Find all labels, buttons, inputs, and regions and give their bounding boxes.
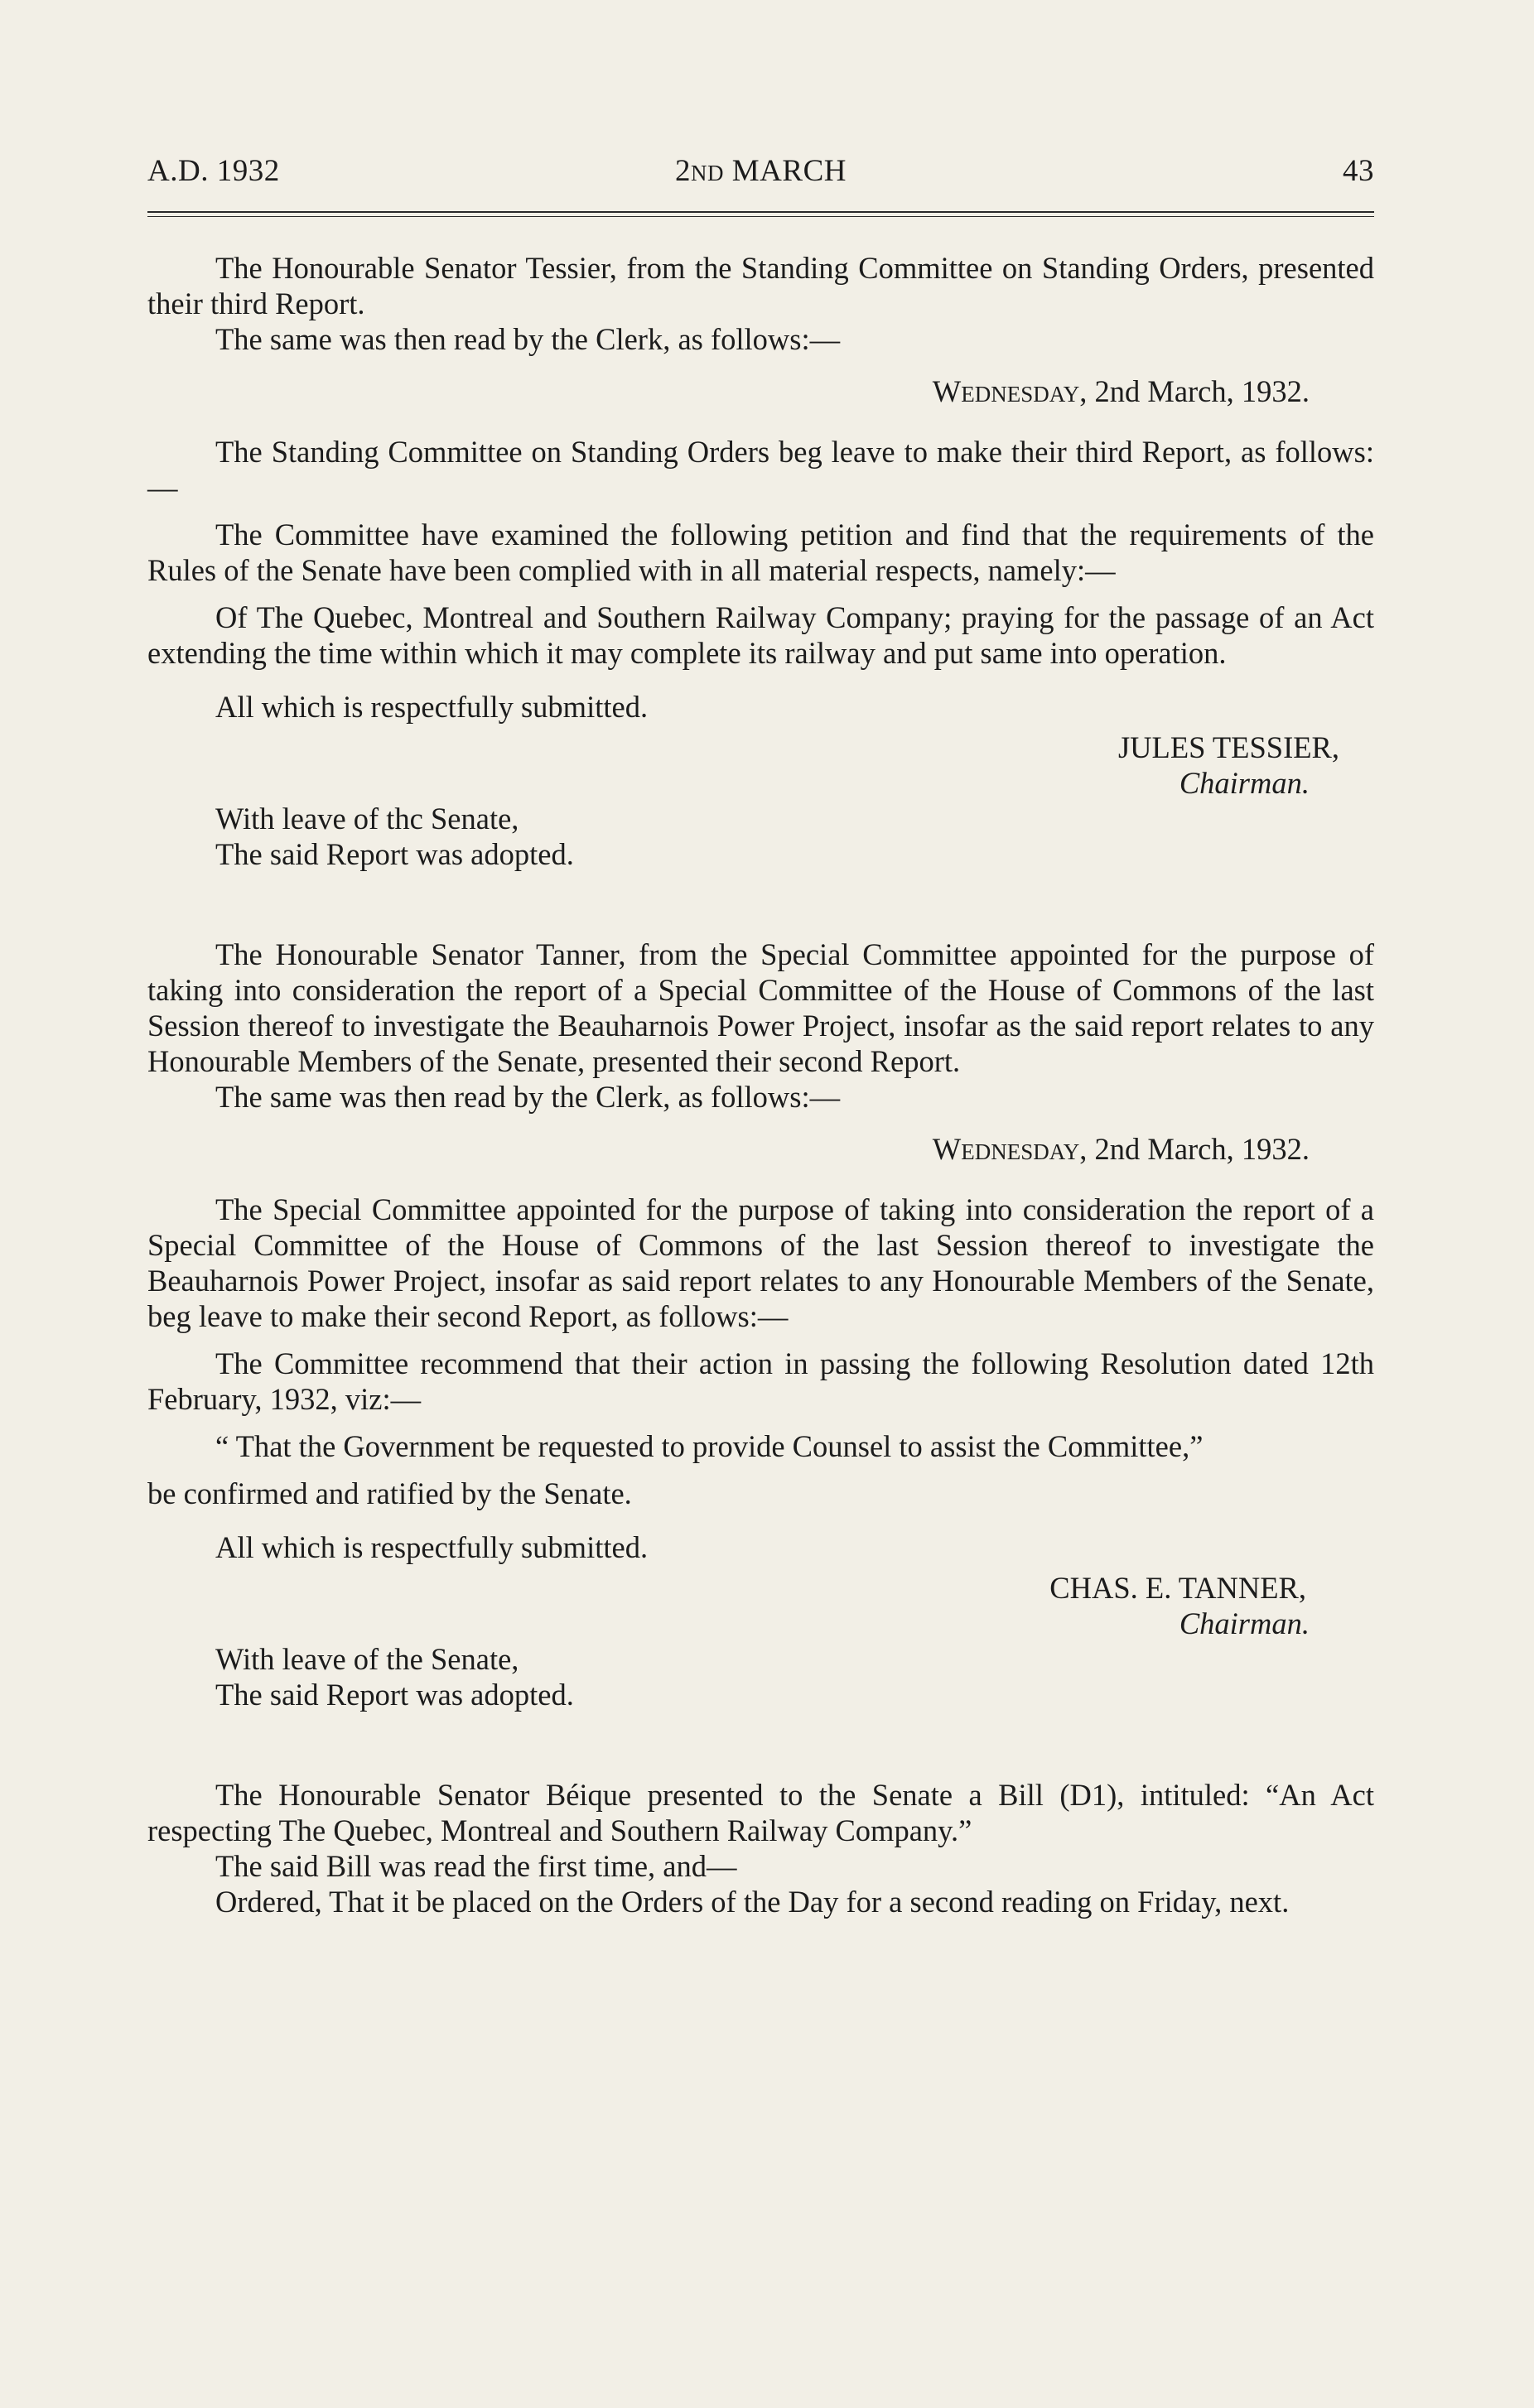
tanner-submitted: All which is respectfully submitted. <box>215 1530 649 1564</box>
beique-intro: The Honourable Senator Béique presented to the Senate a Bill (D1), intituled: “An Act respecting The Quebec, Montreal and Southern Railway Company.” <box>147 1778 1374 1847</box>
page-number: 43 <box>1343 154 1374 188</box>
tessier-para-1: The Standing Committee on Standing Orders beg leave to make their third Report, as follows:— <box>147 435 1374 504</box>
beique-first-reading: The said Bill was read the first time, and— <box>215 1849 737 1883</box>
tessier-leave: With leave of thc Senate, <box>215 802 519 836</box>
tessier-intro: The Honourable Senator Tessier, from the Standing Committee on Standing Orders, presented their third Report. <box>147 251 1374 320</box>
journal-page <box>147 145 1374 1919</box>
tanner-adopted: The said Report was adopted. <box>215 1678 574 1712</box>
header-date-suffix: ND <box>691 161 725 185</box>
tessier-para-2: The Committee have examined the following petition and find that the requirements of the Rules of the Senate have been complied with in all material respects, namely:— <box>147 518 1374 587</box>
date-day: EDNESDAY <box>961 382 1080 407</box>
tanner-para-2: The Committee recommend that their action in passing the following Resolution dated 12th February, 1932, viz:— <box>147 1346 1374 1416</box>
header-rule <box>147 211 1374 217</box>
tanner-para-1: The Special Committee appointed for the purpose of taking into consideration the report of a Special Committee of the House of Commons of the last Session thereof to investigate the Beauharnois Power Project, insofar as said report relates to any Honourable Members of the Senate, beg leave to make their second Report, as follows:— <box>147 1192 1374 1333</box>
page-header <box>147 145 1374 195</box>
date-rest: , 2nd March, 1932. <box>1079 374 1310 408</box>
tanner-signer-name: CHAS. E. TANNER, <box>1049 1571 1306 1605</box>
tanner-report-date <box>147 1131 1374 1170</box>
page-body <box>147 250 1374 1919</box>
tessier-submitted: All which is respectfully submitted. <box>215 690 649 724</box>
date-initial: W <box>932 1132 962 1166</box>
tessier-adopted: The said Report was adopted. <box>215 837 574 871</box>
header-year: A.D. 1932 <box>147 154 280 188</box>
date-rest: , 2nd March, 1932. <box>1079 1132 1310 1166</box>
tanner-intro: The Honourable Senator Tanner, from the Special Committee appointed for the purpose of taking into consideration the report of a Special Committee of the House of Commons of the last Session thereof to investigate the Beauharnois Power Project, insofar as the said report relates to any Honourable Members of the Senate, presented their second Report. <box>147 937 1374 1078</box>
date-initial: W <box>932 374 962 408</box>
tessier-signer-title: Chairman. <box>1179 766 1310 800</box>
tanner-signer-title: Chairman. <box>1179 1606 1310 1640</box>
tessier-signer <box>147 730 1374 765</box>
beique-ordered: Ordered, That it be placed on the Orders of the Day for a second reading on Friday, next. <box>215 1885 1290 1919</box>
tanner-confirmed: be confirmed and ratified by the Senate. <box>147 1476 632 1510</box>
header-date-number: 2 <box>675 154 692 188</box>
header-date-month: MARCH <box>724 154 847 188</box>
tanner-quote: “ That the Government be requested to provide Counsel to assist the Committee,” <box>215 1429 1204 1463</box>
tanner-leave: With leave of the Senate, <box>215 1642 519 1676</box>
tessier-signer-name: JULES TESSIER, <box>1117 730 1339 764</box>
header-date <box>147 153 1374 189</box>
tanner-read: The same was then read by the Clerk, as follows:— <box>215 1080 841 1114</box>
date-day: EDNESDAY <box>961 1139 1080 1164</box>
tessier-report-date <box>147 373 1374 412</box>
tessier-para-3: Of The Quebec, Montreal and Southern Railway Company; praying for the passage of an Act extending the time within which it may complete its railway and put same into operation. <box>147 600 1374 670</box>
tessier-read: The same was then read by the Clerk, as follows:— <box>215 322 841 356</box>
tanner-signer <box>147 1570 1374 1606</box>
